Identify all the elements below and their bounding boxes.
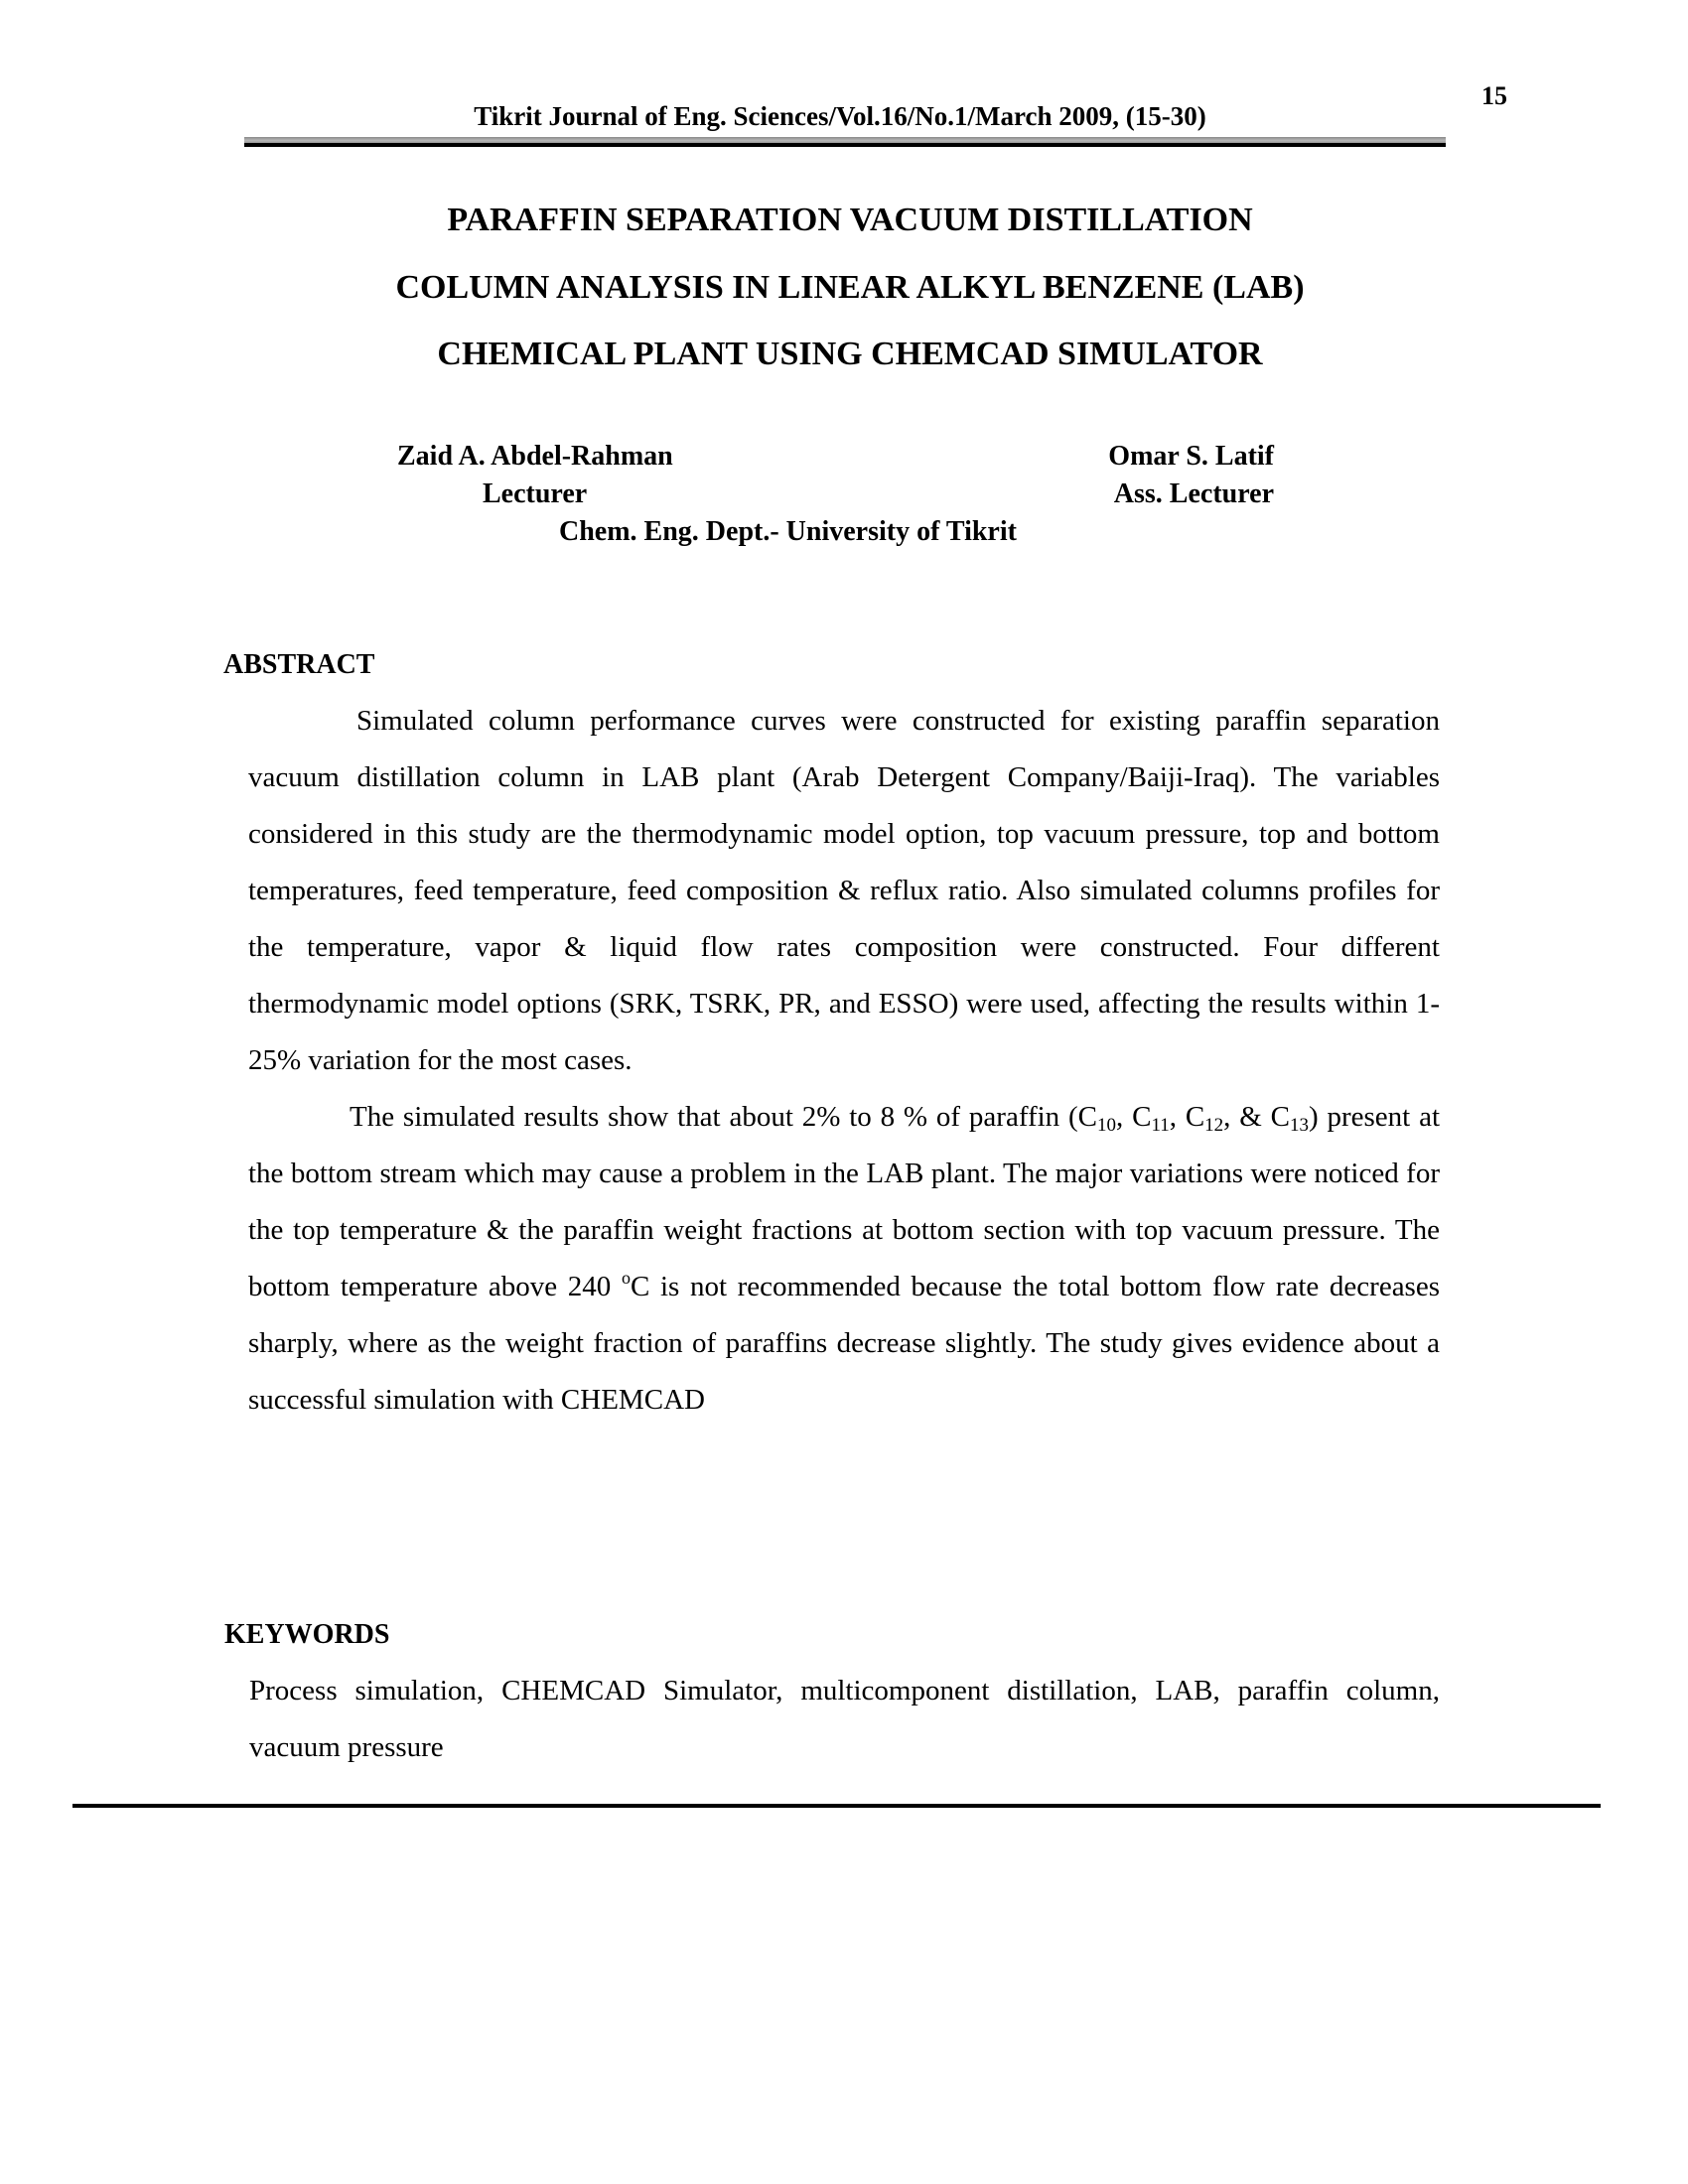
author-2-position: Ass. Lecturer xyxy=(1113,478,1274,509)
keywords-body xyxy=(249,1663,1440,1776)
degree-superscript: o xyxy=(621,1268,631,1288)
abstract-paragraph-2: The simulated results show that about 2% to 8 % of paraffin ($C_{10}$, $C_{11}$, $C_{12}$, & $C_{13}$) present at the bottom stream which may cause a problem in the LAB plant. The major variations were noticed for the top temperature & the paraffin weight fractions at bottom section with top vacuum pressure. The bottom temperature above 240 $^o$C is not recommended because the total bottom flow rate decreases sharply, where as the weight fraction of paraffins decrease slightly. The study gives evidence about a successful simulation with CHEMCAD xyxy=(248,1101,1441,1416)
journal-citation: Tikrit Journal of Eng. Sciences/Vol.16/No.1/March 2009, (15-30) xyxy=(474,101,1206,131)
paper-title-line-3: CHEMICAL PLANT USING CHEMCAD SIMULATOR xyxy=(437,336,1263,372)
abstract-heading: ABSTRACT xyxy=(223,649,375,680)
affiliation: Chem. Eng. Dept.- University of Tikrit xyxy=(559,516,1017,547)
header-rule xyxy=(244,137,1446,147)
abstract-paragraph-1: Simulated column performance curves were constructed for existing paraffin separation vacuum distillation column in LAB plant (Arab Detergent Company/Baiji-Iraq). The variables considered in this study are the thermodynamic model option, top vacuum pressure, top and bottom temperatures, feed temperature, feed composition & reflux ratio. Also simulated columns profiles for the temperature, vapor & liquid flow rates composition were constructed. Four different thermodynamic model options (SRK, TSRK, PR, and ESSO) were used, affecting the results within 1-25% variation for the most cases. xyxy=(248,705,1440,1076)
running-header xyxy=(0,99,1688,133)
author-2-name: Omar S. Latif xyxy=(1108,441,1274,472)
page-number: 15 xyxy=(1481,81,1507,110)
subscript-c10: 10 xyxy=(1097,1115,1116,1136)
keywords-heading: KEYWORDS xyxy=(224,1619,390,1650)
subscript-c12: 12 xyxy=(1204,1115,1224,1136)
header-rule-black-line xyxy=(244,143,1446,147)
paper-title-line-1: PARAFFIN SEPARATION VACUUM DISTILLATION xyxy=(447,202,1253,238)
footer-rule xyxy=(72,1804,1601,1808)
subscript-c11: 11 xyxy=(1151,1115,1170,1136)
author-1-position: Lecturer xyxy=(483,478,588,509)
author-1-name: Zaid A. Abdel-Rahman xyxy=(397,441,673,472)
keywords-text: Process simulation, CHEMCAD Simulator, multicomponent distillation, LAB, paraffin column, vacuum pressure xyxy=(249,1675,1440,1763)
subscript-c13: 13 xyxy=(1290,1115,1309,1136)
abstract-body xyxy=(248,693,1440,1429)
paper-title-line-2: COLUMN ANALYSIS IN LINEAR ALKYL BENZENE (LAB) xyxy=(395,269,1305,306)
